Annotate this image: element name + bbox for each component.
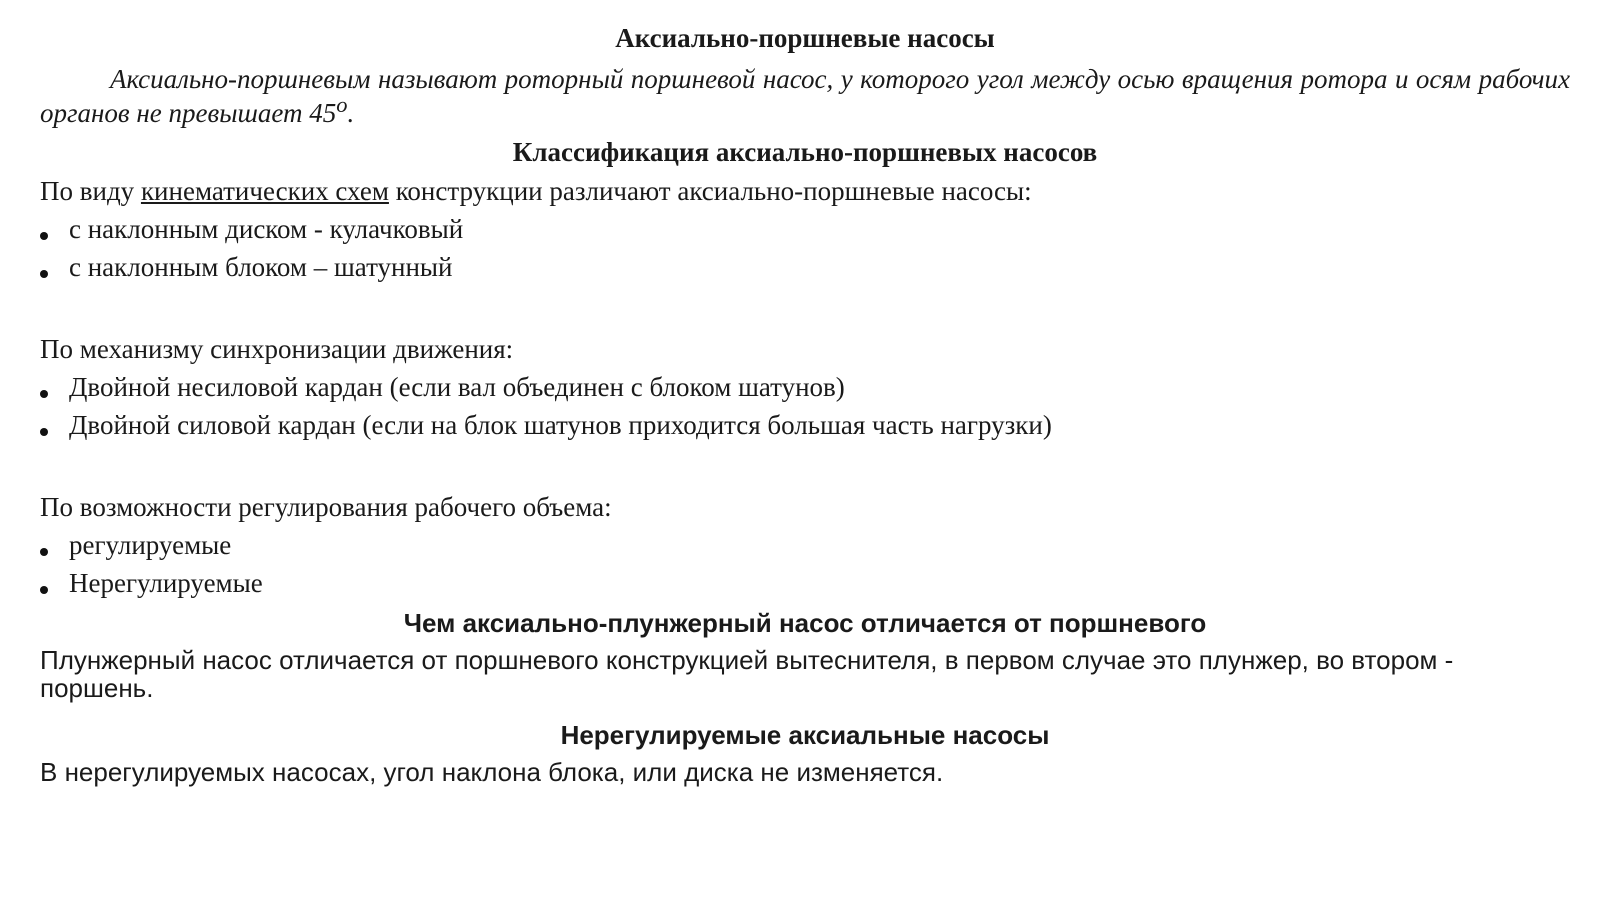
unregulated-heading: Нерегулируемые аксиальные насосы xyxy=(560,720,1050,750)
sync-intro: По механизму синхронизации движения: xyxy=(40,334,514,364)
document-page xyxy=(40,14,1570,786)
unregulated-paragraph: В нерегулируемых насосах, угол наклона блока, или диска не изменяется. xyxy=(40,757,944,787)
sync-list xyxy=(40,368,1570,444)
list-item-text: с наклонным блоком – шатунный xyxy=(69,252,453,282)
list-item-text: Нерегулируемые xyxy=(69,568,263,598)
classification-heading: Классификация аксиально-поршневых насосов xyxy=(512,137,1098,167)
list-item-text: с наклонным диском - кулачковый xyxy=(69,214,464,244)
plunger-heading: Чем аксиально-плунжерный насос отличается от поршневого xyxy=(403,608,1207,638)
degree-superscript: о xyxy=(336,92,348,117)
bullet-icon xyxy=(40,390,48,398)
kinematic-prefix: По виду xyxy=(40,176,141,206)
list-item-text: Двойной силовой кардан (если на блок шатунов приходится большая часть нагрузки) xyxy=(69,410,1052,440)
volume-list xyxy=(40,526,1570,602)
bullet-icon xyxy=(40,586,48,594)
list-item xyxy=(40,368,1570,406)
kinematic-schemes-link[interactable]: кинематических схем xyxy=(140,176,389,206)
kinematic-list xyxy=(40,210,1570,286)
bullet-icon xyxy=(40,428,48,436)
definition-end: . xyxy=(347,98,355,128)
definition-paragraph xyxy=(40,66,1570,126)
volume-intro: По возможности регулирования рабочего объема: xyxy=(40,492,612,522)
spacer xyxy=(40,444,1570,488)
list-item xyxy=(40,526,1570,564)
kinematic-suffix: конструкции различают аксиально-поршневые насосы: xyxy=(388,176,1032,206)
list-item-text: Двойной несиловой кардан (если вал объединен с блоком шатунов) xyxy=(69,372,845,402)
definition-text: Аксиально-поршневым называют роторный поршневой насос, у которого угол между осью вращения ротора и осям рабочих органов не превышает 45 xyxy=(40,64,1570,128)
list-item xyxy=(40,564,1570,602)
plunger-paragraph: Плунжерный насос отличается от поршневого конструкцией вытеснителя, в первом случае это плунжер, во втором - поршень. xyxy=(40,645,1454,703)
list-item-text: регулируемые xyxy=(69,530,232,560)
list-item xyxy=(40,406,1570,444)
spacer xyxy=(40,286,1570,330)
kinematic-intro xyxy=(40,172,1570,210)
bullet-icon xyxy=(40,232,48,240)
bullet-icon xyxy=(40,270,48,278)
page-title: Аксиально-поршневые насосы xyxy=(615,23,995,53)
list-item xyxy=(40,210,1570,248)
bullet-icon xyxy=(40,548,48,556)
list-item xyxy=(40,248,1570,286)
